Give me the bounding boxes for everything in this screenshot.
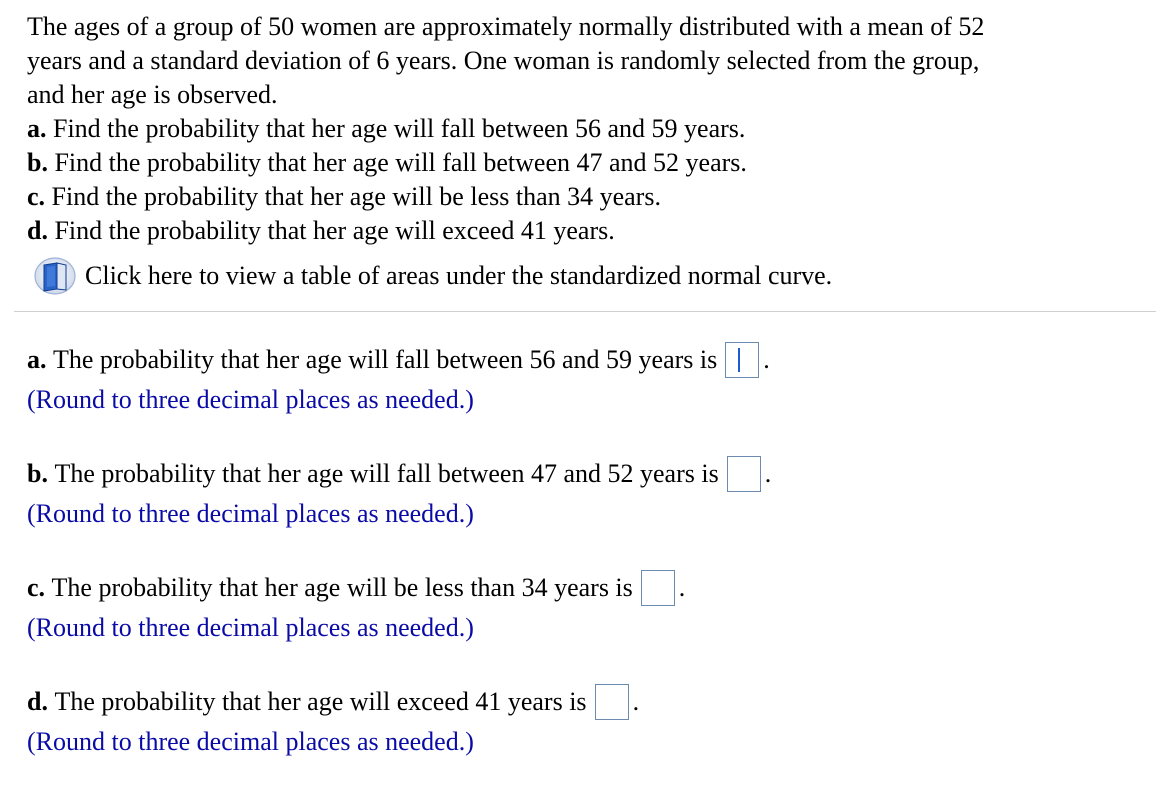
answer-input-d[interactable] xyxy=(595,684,629,720)
question-part-b xyxy=(27,146,1137,180)
answer-prompt: The probability that her age will fall between 47 and 52 years is xyxy=(54,459,719,488)
answer-prompt: The probability that her age will be less than 34 years is xyxy=(51,573,633,602)
period: . xyxy=(678,573,686,602)
question-part-a xyxy=(27,112,1137,146)
question-intro-line-2: years and a standard deviation of 6 years. One woman is randomly selected from the group, xyxy=(27,46,980,75)
answer-part-c xyxy=(27,568,1137,648)
part-text: Find the probability that her age will exceed 41 years. xyxy=(54,216,615,245)
question-part-c xyxy=(27,180,1137,214)
rounding-hint: (Round to three decimal places as needed.) xyxy=(27,613,474,642)
part-letter: a. xyxy=(27,114,47,143)
rounding-hint: (Round to three decimal places as needed.) xyxy=(27,385,474,414)
section-divider xyxy=(14,311,1156,312)
answer-letter: c. xyxy=(27,573,46,602)
answer-part-d xyxy=(27,682,1137,762)
period: . xyxy=(764,459,772,488)
rounding-hint: (Round to three decimal places as needed.) xyxy=(27,499,474,528)
answer-line xyxy=(27,568,1137,608)
answer-letter: d. xyxy=(27,687,48,716)
question-part-d xyxy=(27,214,1137,248)
normal-table-link[interactable] xyxy=(33,256,832,296)
answer-part-b xyxy=(27,454,1137,534)
part-text: Find the probability that her age will fall between 47 and 52 years. xyxy=(54,148,747,177)
answer-prompt: The probability that her age will fall between 56 and 59 years is xyxy=(53,345,718,374)
answer-input-b[interactable] xyxy=(727,456,761,492)
answer-input-a[interactable] xyxy=(725,342,759,378)
normal-table-link-label[interactable]: Click here to view a table of areas under the standardized normal curve. xyxy=(85,261,833,290)
book-icon[interactable] xyxy=(33,256,77,296)
part-text: Find the probability that her age will fall between 56 and 59 years. xyxy=(53,114,746,143)
question-text xyxy=(27,10,1137,248)
part-letter: d. xyxy=(27,216,48,245)
answer-line xyxy=(27,682,1137,722)
period: . xyxy=(632,687,640,716)
answer-part-a xyxy=(27,340,1137,420)
part-letter: b. xyxy=(27,148,48,177)
part-text: Find the probability that her age will be less than 34 years. xyxy=(51,182,661,211)
answer-letter: b. xyxy=(27,459,48,488)
answer-line xyxy=(27,454,1137,494)
rounding-hint: (Round to three decimal places as needed.) xyxy=(27,727,474,756)
answer-letter: a. xyxy=(27,345,47,374)
part-letter: c. xyxy=(27,182,46,211)
question-intro-line-3: and her age is observed. xyxy=(27,80,278,109)
period: . xyxy=(763,345,770,374)
answer-line xyxy=(27,340,1137,380)
answer-input-c[interactable] xyxy=(641,570,675,606)
answer-prompt: The probability that her age will exceed 41 years is xyxy=(54,687,587,716)
question-intro-line-1: The ages of a group of 50 women are approximately normally distributed with a mean of 52 xyxy=(27,12,985,41)
